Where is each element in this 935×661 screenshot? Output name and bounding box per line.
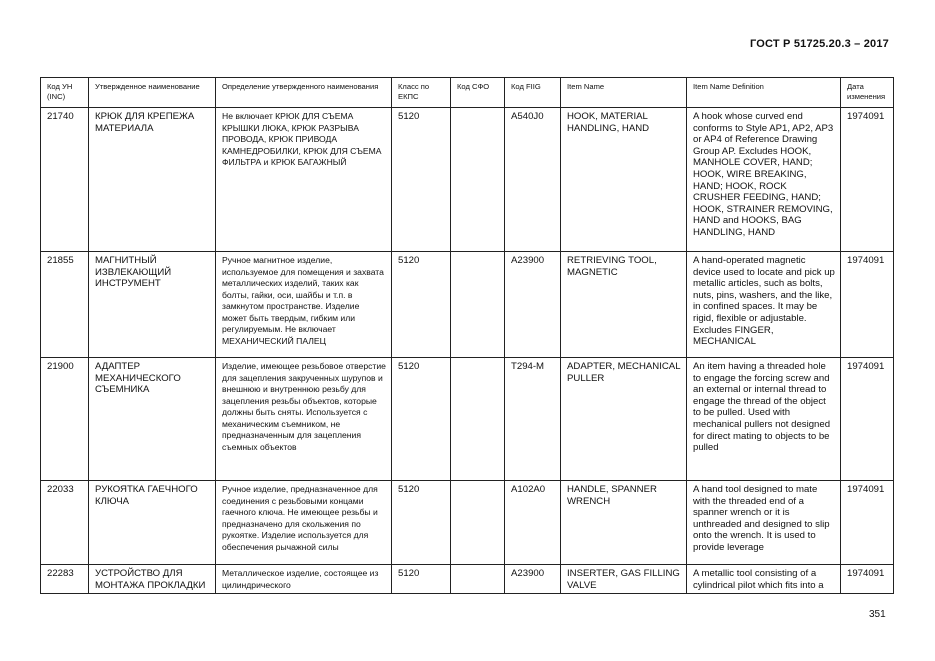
cell-name-ru: КРЮК ДЛЯ КРЕПЕЖА МАТЕРИАЛА bbox=[89, 108, 216, 252]
col-header-sfo: Код СФО bbox=[451, 78, 505, 108]
cell-item-name: ADAPTER, MECHANICAL PULLER bbox=[561, 358, 687, 481]
cell-item-definition: A metallic tool consisting of a cylindrical pilot which fits into a bbox=[687, 565, 841, 594]
cell-item-definition: A hand tool designed to mate with the threaded end of a spanner wrench or it is unthreaded and designed to slip onto the wrench. It is used to provide leverage bbox=[687, 481, 841, 565]
cell-inc: 22033 bbox=[41, 481, 89, 565]
cell-ekps: 5120 bbox=[392, 481, 451, 565]
cell-inc: 21900 bbox=[41, 358, 89, 481]
page-number: 351 bbox=[869, 609, 886, 620]
cell-sfo bbox=[451, 565, 505, 594]
cell-definition-ru: Металлическое изделие, состоящее из цилиндрического bbox=[216, 565, 392, 594]
col-header-date: Дата изменения bbox=[841, 78, 894, 108]
table-header-row bbox=[41, 78, 894, 108]
cell-date: 1974091 bbox=[841, 565, 894, 594]
cell-definition-ru: Изделие, имеющее резьбовое отверстие для зацепления закрученных шурупов и внешнюю и внутреннюю резьбу для зацепления резьбы объектов, которые должны быть сняты. Используется с механическим съемником, не предназначенным для зацепления съемных объектов bbox=[216, 358, 392, 481]
col-header-fiig: Код FIIG bbox=[505, 78, 561, 108]
standard-designation: ГОСТ Р 51725.20.3 – 2017 bbox=[749, 38, 889, 50]
cell-date: 1974091 bbox=[841, 481, 894, 565]
table-row bbox=[41, 358, 894, 481]
cell-sfo bbox=[451, 358, 505, 481]
cell-inc: 22283 bbox=[41, 565, 89, 594]
cell-ekps: 5120 bbox=[392, 565, 451, 594]
cell-item-definition: A hook whose curved end conforms to Style AP1, AP2, AP3 or AP4 of Reference Drawing Group AP. Excludes HOOK, MANHOLE COVER, HAND; HOOK, WIRE BREAKING, HAND; HOOK, ROCK CRUSHER FEEDING, HAND; HOOK, STRAINER REMOVING, HAND and HOOKS, BAG HANDLING, HAND bbox=[687, 108, 841, 252]
cell-item-definition: An item having a threaded hole to engage the forcing screw and an external or internal thread to engage the thread of the object to be pulled. Used with mechanical pullers not designed for direct mating to objects to be pulled bbox=[687, 358, 841, 481]
cell-fiig: A23900 bbox=[505, 252, 561, 358]
cell-fiig: A23900 bbox=[505, 565, 561, 594]
cell-ekps: 5120 bbox=[392, 108, 451, 252]
cell-sfo bbox=[451, 108, 505, 252]
cell-item-definition: A hand-operated magnetic device used to locate and pick up metallic articles, such as bolts, nuts, pins, washers, and the like, in confined spaces. It may be rigid, flexible or adjustable. Excludes FINGER, MECHANICAL bbox=[687, 252, 841, 358]
table-row bbox=[41, 481, 894, 565]
cell-ekps: 5120 bbox=[392, 252, 451, 358]
cell-fiig: A540J0 bbox=[505, 108, 561, 252]
cell-name-ru: РУКОЯТКА ГАЕЧНОГО КЛЮЧА bbox=[89, 481, 216, 565]
table-row bbox=[41, 108, 894, 252]
cell-fiig: T294-M bbox=[505, 358, 561, 481]
table-row bbox=[41, 252, 894, 358]
table-row bbox=[41, 565, 894, 594]
cell-date: 1974091 bbox=[841, 108, 894, 252]
classification-table bbox=[40, 77, 894, 594]
cell-item-name: RETRIEVING TOOL, MAGNETIC bbox=[561, 252, 687, 358]
cell-item-name: HANDLE, SPANNER WRENCH bbox=[561, 481, 687, 565]
col-header-definition-ru: Определение утвержденного наименования bbox=[216, 78, 392, 108]
cell-ekps: 5120 bbox=[392, 358, 451, 481]
col-header-ekps: Класс по ЕКПС bbox=[392, 78, 451, 108]
cell-sfo bbox=[451, 481, 505, 565]
cell-sfo bbox=[451, 252, 505, 358]
cell-date: 1974091 bbox=[841, 252, 894, 358]
cell-inc: 21855 bbox=[41, 252, 89, 358]
col-header-inc: Код УН (INC) bbox=[41, 78, 89, 108]
cell-item-name: INSERTER, GAS FILLING VALVE bbox=[561, 565, 687, 594]
cell-name-ru: МАГНИТНЫЙ ИЗВЛЕКАЮЩИЙ ИНСТРУМЕНТ bbox=[89, 252, 216, 358]
cell-definition-ru: Не включает КРЮК ДЛЯ СЪЕМА КРЫШКИ ЛЮКА, КРЮК РАЗРЫВА ПРОВОДА, КРЮК ПРИВОДА КАМНЕДРОБИЛКИ, КРЮК ДЛЯ СЪЕМА ФИЛЬТРА и КРЮК БАГАЖНЫЙ bbox=[216, 108, 392, 252]
cell-definition-ru: Ручное изделие, предназначенное для соединения с резьбовыми концами гаечного ключа. Не имеющее резьбы и предназначено для скольжения по рукоятке. Изделие используется для обеспечения рычажной силы bbox=[216, 481, 392, 565]
cell-name-ru: УСТРОЙСТВО ДЛЯ МОНТАЖА ПРОКЛАДКИ bbox=[89, 565, 216, 594]
cell-definition-ru: Ручное магнитное изделие, используемое для помещения и захвата металлических изделий, таких как болты, гайки, оси, шайбы и т.п. в замкнутом пространстве. Изделие может быть твердым, гибким или регулируемым. Не включает МЕХАНИЧЕСКИЙ ПАЛЕЦ bbox=[216, 252, 392, 358]
col-header-item-name: Item Name bbox=[561, 78, 687, 108]
cell-fiig: A102A0 bbox=[505, 481, 561, 565]
cell-item-name: HOOK, MATERIAL HANDLING, HAND bbox=[561, 108, 687, 252]
col-header-item-definition: Item Name Definition bbox=[687, 78, 841, 108]
col-header-name-ru: Утвержденное наименование bbox=[89, 78, 216, 108]
cell-name-ru: АДАПТЕР МЕХАНИЧЕСКОГО СЪЕМНИКА bbox=[89, 358, 216, 481]
cell-date: 1974091 bbox=[841, 358, 894, 481]
cell-inc: 21740 bbox=[41, 108, 89, 252]
